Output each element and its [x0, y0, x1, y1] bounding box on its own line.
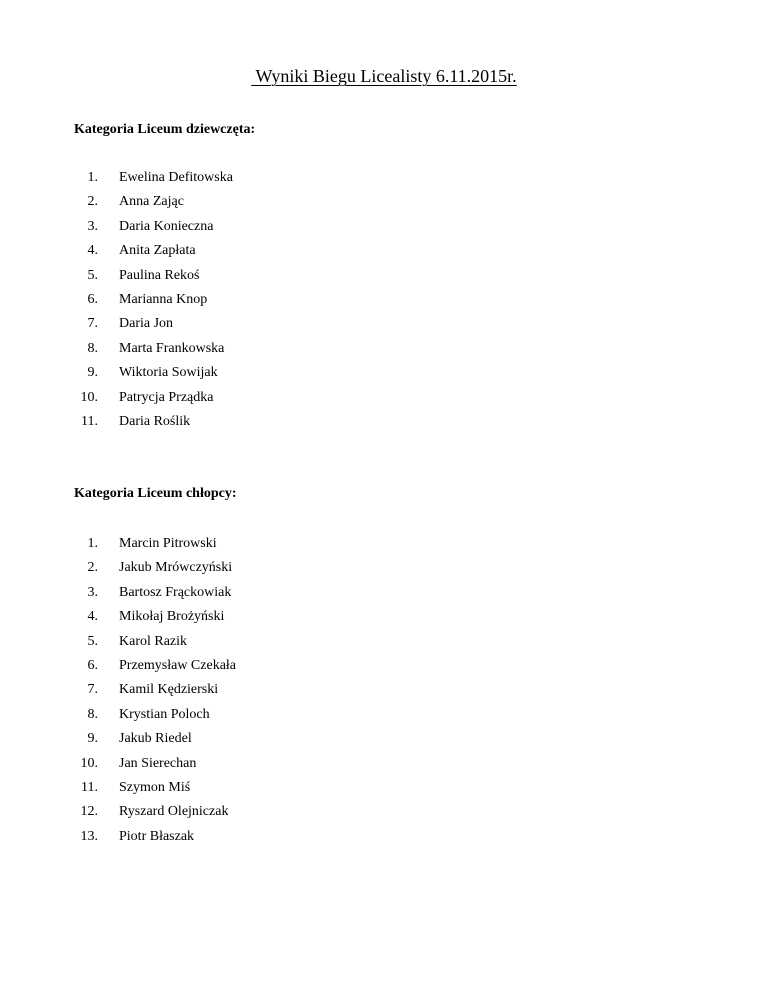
list-item-name: Jan Sierechan	[119, 755, 197, 771]
document-title-text: Wyniki Biegu Licealisty 6.11.2015r.	[251, 66, 517, 86]
list-item	[74, 242, 196, 266]
list-item-number: 4.	[87, 243, 98, 259]
results-list-girls	[74, 169, 233, 437]
list-item-name: Paulina Rekoś	[119, 267, 200, 283]
list-item-name: Marcin Pitrowski	[119, 536, 217, 551]
list-item-number: 11.	[81, 413, 98, 429]
list-item-number: 10.	[80, 389, 98, 405]
list-item	[74, 584, 232, 608]
document-title	[0, 64, 768, 88]
list-item	[74, 218, 214, 242]
list-item-name: Marta Frankowska	[119, 340, 225, 356]
list-item-number: 1.	[87, 170, 98, 185]
list-item-name: Anita Zapłata	[119, 243, 196, 259]
list-item-name: Krystian Poloch	[119, 706, 210, 722]
list-item-number: 12.	[80, 804, 98, 820]
list-item	[74, 535, 217, 559]
list-item-number: 10.	[80, 755, 98, 771]
list-item-name: Bartosz Frąckowiak	[119, 584, 232, 600]
list-item-name: Daria Konieczna	[119, 218, 214, 234]
list-item	[74, 291, 208, 315]
list-item	[74, 755, 197, 779]
list-item-number: 2.	[87, 194, 98, 210]
list-item-number: 2.	[87, 560, 98, 576]
list-item-number: 3.	[87, 218, 98, 234]
list-item-name: Karol Razik	[119, 633, 188, 649]
list-item-number: 3.	[87, 584, 98, 600]
list-item	[74, 730, 192, 754]
list-item-name: Jakub Mrówczyński	[119, 560, 233, 576]
list-item-number: 8.	[87, 340, 98, 356]
list-item	[74, 413, 191, 437]
list-item-number: 9.	[87, 365, 98, 381]
list-item-name: Kamil Kędzierski	[119, 682, 219, 698]
section-heading-girls: Kategoria Liceum dziewczęta:	[74, 122, 256, 137]
list-item-name: Szymon Miś	[119, 779, 191, 795]
list-item	[74, 559, 233, 583]
list-item-number: 11.	[81, 779, 98, 795]
list-item-number: 5.	[87, 267, 98, 283]
list-item-number: 6.	[87, 657, 98, 673]
list-item	[74, 681, 219, 705]
list-item-number: 8.	[87, 706, 98, 722]
list-item-name: Daria Roślik	[119, 413, 191, 429]
list-item-name: Anna Zając	[119, 194, 184, 210]
list-item	[74, 633, 188, 657]
list-item-name: Marianna Knop	[119, 291, 208, 307]
results-list-boys	[74, 535, 237, 852]
list-item-number: 5.	[87, 633, 98, 649]
list-item-number: 9.	[87, 731, 98, 747]
list-item-number: 7.	[87, 316, 98, 332]
list-item	[74, 315, 174, 339]
list-item	[74, 657, 237, 681]
list-item	[74, 779, 191, 803]
list-item-name: Mikołaj Brożyński	[119, 609, 225, 625]
list-item	[74, 169, 233, 193]
list-item	[74, 389, 214, 413]
list-item-name: Jakub Riedel	[119, 731, 192, 747]
list-item-number: 1.	[87, 536, 98, 551]
list-item	[74, 267, 200, 291]
list-item-name: Przemysław Czekała	[119, 657, 237, 673]
list-item	[74, 803, 229, 827]
list-item-number: 4.	[87, 609, 98, 625]
list-item	[74, 193, 184, 217]
list-item-name: Ewelina Defitowska	[119, 170, 233, 185]
list-item-number: 7.	[87, 682, 98, 698]
list-item-name: Ryszard Olejniczak	[119, 804, 229, 820]
list-item-name: Piotr Błaszak	[119, 828, 195, 844]
list-item	[74, 340, 225, 364]
list-item	[74, 608, 225, 632]
section-heading-boys: Kategoria Liceum chłopcy:	[74, 486, 237, 501]
list-item-number: 13.	[80, 828, 98, 844]
list-item-number: 6.	[87, 291, 98, 307]
list-item-name: Patrycja Prządka	[119, 389, 214, 405]
list-item	[74, 364, 218, 388]
list-item-name: Wiktoria Sowijak	[119, 365, 218, 381]
list-item	[74, 706, 210, 730]
list-item	[74, 828, 195, 852]
list-item-name: Daria Jon	[119, 316, 174, 332]
